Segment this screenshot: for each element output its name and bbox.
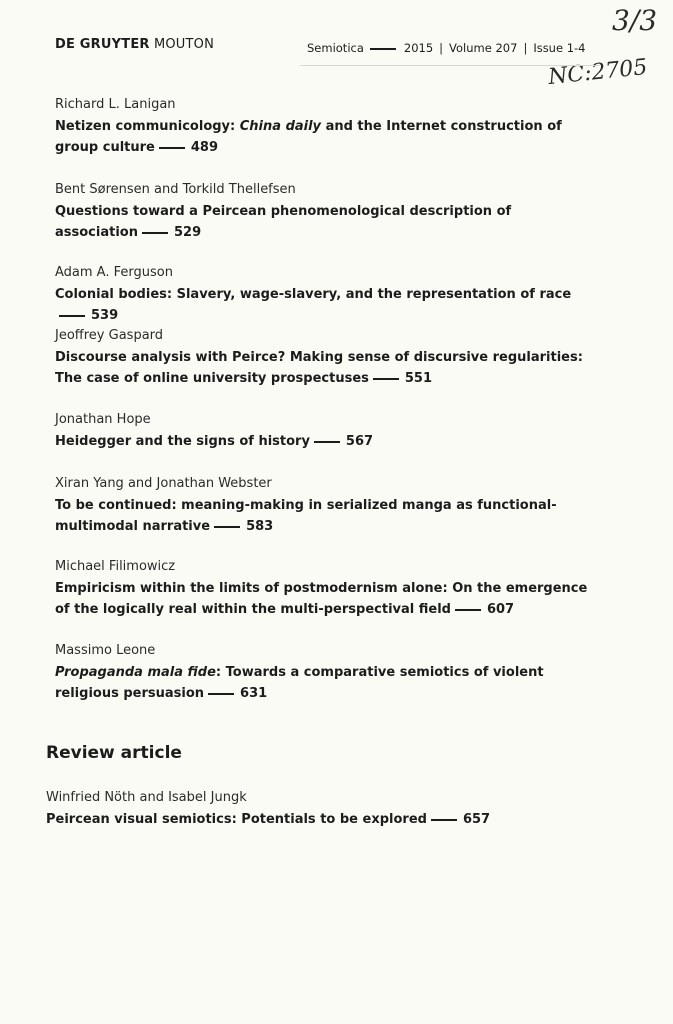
dash-rule bbox=[370, 48, 396, 50]
entry-author: Winfried Nöth and Isabel Jungk bbox=[46, 790, 247, 805]
entry-page: 657 bbox=[427, 812, 490, 827]
running-header bbox=[307, 41, 586, 55]
entry-author: Richard L. Lanigan bbox=[55, 97, 176, 112]
toc-entry bbox=[55, 265, 595, 326]
toc-entry bbox=[55, 412, 595, 452]
entry-title: Propaganda mala fide: Towards a comparative semiotics of violent religious persuasion 631 bbox=[55, 665, 544, 701]
entry-title: Netizen communicology: China daily and the Internet construction of group culture 489 bbox=[55, 119, 562, 155]
entry-page: 607 bbox=[451, 602, 514, 617]
entry-page: 489 bbox=[155, 140, 218, 155]
entry-page: 551 bbox=[369, 371, 432, 386]
toc-entry bbox=[55, 559, 595, 620]
entry-author: Jeoffrey Gaspard bbox=[55, 328, 164, 343]
review-section-heading: Review article bbox=[46, 743, 182, 763]
entry-page: 539 bbox=[55, 308, 118, 323]
entry-page: 583 bbox=[210, 519, 273, 534]
toc-entry bbox=[46, 790, 586, 830]
entry-page: 529 bbox=[138, 225, 201, 240]
publisher-name-rest: MOUTON bbox=[153, 37, 215, 52]
separator: | bbox=[523, 41, 528, 55]
journal-volume: Volume 207 bbox=[449, 41, 518, 55]
entry-title: Empiricism within the limits of postmodernism alone: On the emergence of the logically real within the multi-perspectival field 607 bbox=[55, 581, 588, 617]
entry-title: Heidegger and the signs of history 567 bbox=[55, 434, 374, 449]
separator: | bbox=[439, 41, 444, 55]
handwritten-note: 3/3 bbox=[612, 4, 658, 37]
entry-title: Discourse analysis with Peirce? Making sense of discursive regularities: The case of online university prospectuses 551 bbox=[55, 350, 583, 386]
toc-entry bbox=[55, 643, 595, 704]
entry-author: Xiran Yang and Jonathan Webster bbox=[55, 476, 272, 491]
publisher-name-bold: DE GRUYTER bbox=[55, 37, 150, 52]
entry-title: To be continued: meaning-making in serialized manga as functional-multimodal narrative 583 bbox=[55, 498, 557, 534]
entry-title: Peircean visual semiotics: Potentials to be explored 657 bbox=[46, 812, 491, 827]
entry-title: Questions toward a Peircean phenomenological description of association 529 bbox=[55, 204, 512, 240]
entry-author: Michael Filimowicz bbox=[55, 559, 176, 574]
journal-issue: Issue 1-4 bbox=[533, 41, 586, 55]
journal-year: 2015 bbox=[403, 41, 434, 55]
journal-name: Semiotica bbox=[307, 41, 364, 55]
toc-entry bbox=[55, 328, 595, 389]
entry-page: 567 bbox=[310, 434, 373, 449]
publisher-logo bbox=[55, 37, 214, 52]
entry-title: Colonial bodies: Slavery, wage-slavery, and the representation of race539 bbox=[55, 287, 572, 323]
entry-author: Adam A. Ferguson bbox=[55, 265, 173, 280]
header-divider bbox=[300, 65, 600, 66]
entry-page: 631 bbox=[204, 686, 267, 701]
entry-author: Massimo Leone bbox=[55, 643, 156, 658]
toc-entry bbox=[55, 182, 595, 243]
entry-author: Jonathan Hope bbox=[55, 412, 151, 427]
entry-author: Bent Sørensen and Torkild Thellefsen bbox=[55, 182, 296, 197]
handwritten-call-number: NC:2705 bbox=[546, 54, 649, 91]
toc-entry bbox=[55, 476, 595, 537]
toc-entry bbox=[55, 97, 595, 158]
